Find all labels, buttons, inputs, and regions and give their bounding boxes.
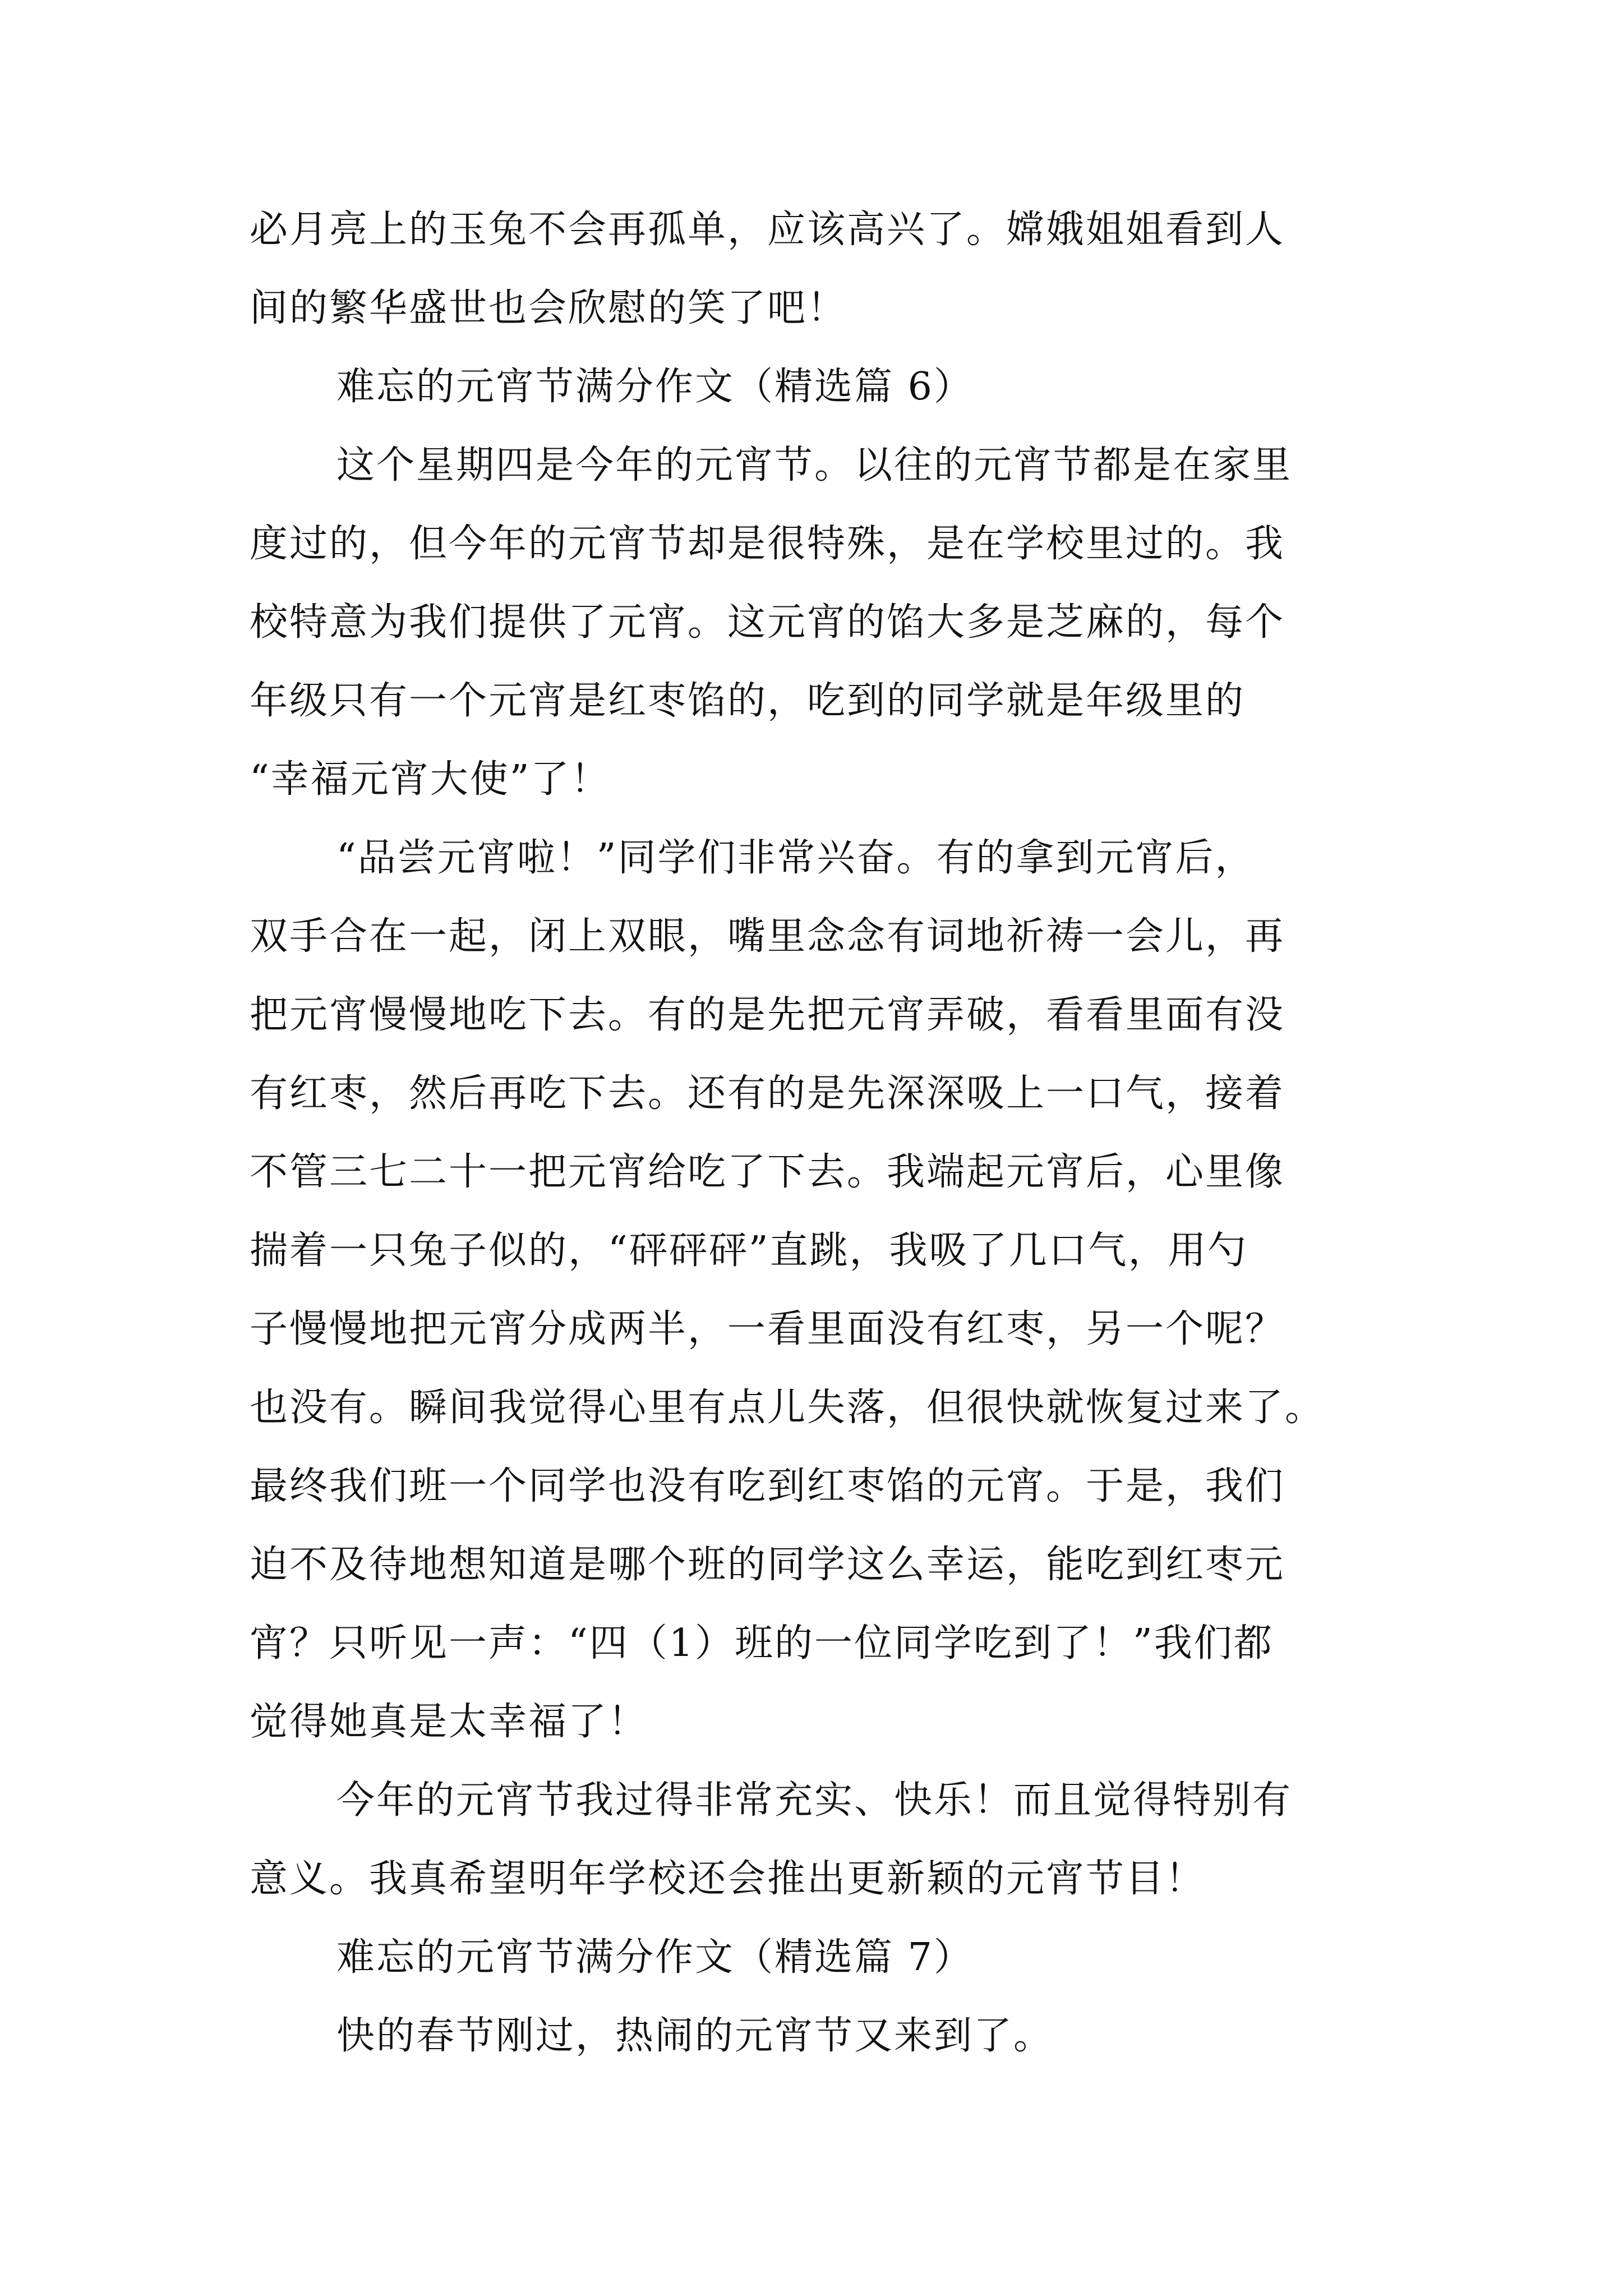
text-line: 年级只有一个元宵是红枣馅的，吃到的同学就是年级里的: [250, 679, 1246, 723]
text-line: 必月亮上的玉兔不会再孤单，应该高兴了。嫦娥姐姐看到人: [250, 208, 1285, 252]
text-line: 最终我们班一个同学也没有吃到红枣馅的元宵。于是，我们: [250, 1464, 1285, 1508]
text-line: 有红枣，然后再吃下去。还有的是先深深吸上一口气，接着: [250, 1071, 1285, 1116]
text-line: 不管三七二十一把元宵给吃了下去。我端起元宵后，心里像: [250, 1150, 1285, 1194]
text-line: 子慢慢地把元宵分成两半，一看里面没有红枣，另一个呢？: [250, 1307, 1285, 1351]
text-line: 度过的，但今年的元宵节却是很特殊，是在学校里过的。我: [250, 522, 1285, 566]
text-line: 迫不及待地想知道是哪个班的同学这么幸运，能吃到红枣元: [250, 1543, 1285, 1587]
text-line: 今年的元宵节我过得非常充实、快乐！而且觉得特别有: [336, 1778, 1293, 1823]
text-line: 揣着一只兔子似的，“砰砰砰”直跳，我吸了几口气，用勺: [250, 1228, 1248, 1273]
text-line: 快的春节刚过，热闹的元宵节又来到了。: [336, 2014, 1054, 2058]
text-line: 宵？只听见一声：“四（1）班的一位同学吃到了！”我们都: [250, 1621, 1274, 1665]
text-line: 也没有。瞬间我觉得心里有点儿失落，但很快就恢复过来了。: [250, 1386, 1325, 1430]
text-line: “幸福元宵大使”了！: [250, 757, 611, 802]
text-line: 意义。我真希望明年学校还会推出更新颖的元宵节目！: [250, 1857, 1206, 1901]
text-line: 双手合在一起，闭上双眼，嘴里念念有词地祈祷一会儿，再: [250, 914, 1285, 959]
text-line: 这个星期四是今年的元宵节。以往的元宵节都是在家里: [336, 443, 1293, 487]
text-line: “品尝元宵啦！”同学们非常兴奋。有的拿到元宵后，: [336, 836, 1255, 880]
text-line: 难忘的元宵节满分作文（精选篇 7）: [336, 1935, 974, 1980]
text-line: 间的繁华盛世也会欣慰的笑了吧！: [250, 286, 847, 330]
text-line: 校特意为我们提供了元宵。这元宵的馅大多是芝麻的，每个: [250, 600, 1285, 645]
text-line: 觉得她真是太幸福了！: [250, 1700, 648, 1744]
text-line: 难忘的元宵节满分作文（精选篇 6）: [336, 365, 974, 409]
text-line: 把元宵慢慢地吃下去。有的是先把元宵弄破，看看里面有没: [250, 993, 1285, 1037]
essay-text: [250, 191, 1382, 2076]
